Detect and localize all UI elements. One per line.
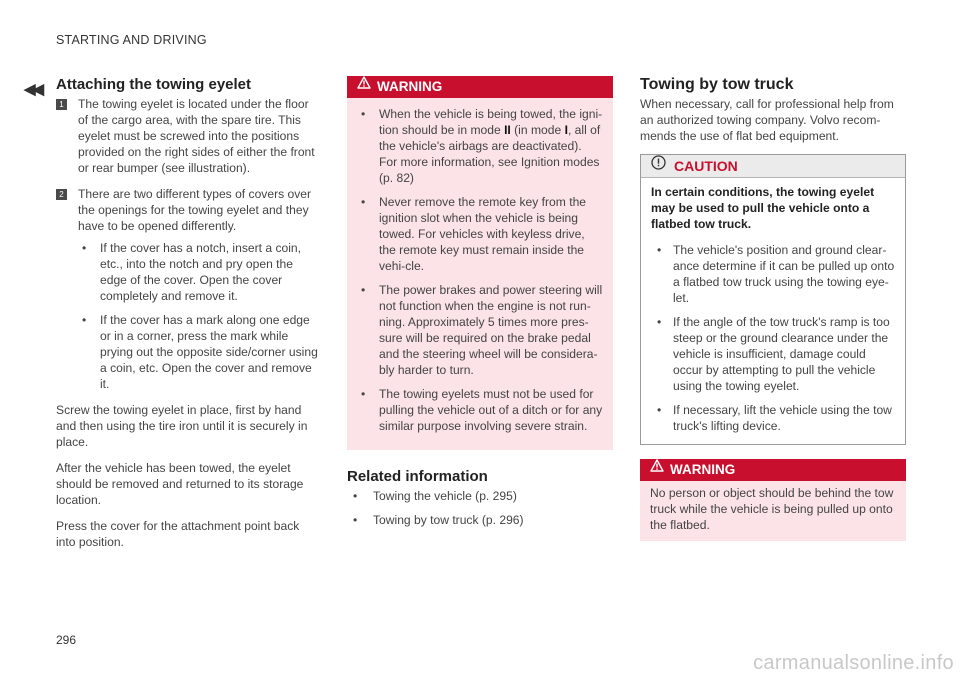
section-header: STARTING AND DRIVING bbox=[56, 33, 207, 47]
caution-intro: In certain conditions, the towing eyelet may be used to pull the vehicle onto a flatbed tow truck. bbox=[651, 185, 875, 231]
column-attaching-eyelet bbox=[56, 76, 320, 560]
related-link-towing-tow-truck[interactable]: • Towing by tow truck (p. 296) bbox=[353, 513, 524, 527]
bullet-icon: • bbox=[82, 313, 87, 327]
caution-title: CAUTION bbox=[674, 158, 738, 174]
warning-title: WARNING bbox=[670, 462, 736, 477]
caution-box bbox=[640, 154, 906, 445]
bullet-icon: • bbox=[353, 513, 358, 527]
list-item: • The power brakes and power steering will not function when the engine is not run-ning. Approximately 5 times more pres-sure will be required on the brake pedal and the steering wheel will be considera-bly harder to turn. bbox=[361, 283, 603, 377]
numbered-step-2 bbox=[56, 186, 320, 392]
bullet-icon: • bbox=[657, 315, 662, 329]
bullet-icon: • bbox=[361, 283, 366, 297]
step-number-badge: 1 bbox=[56, 99, 67, 110]
heading-towing-by-tow-truck: Towing by tow truck bbox=[640, 76, 794, 93]
watermark: carmanualsonline.info bbox=[753, 652, 954, 674]
warning-body bbox=[640, 481, 906, 541]
related-link-towing-vehicle[interactable]: • Towing the vehicle (p. 295) bbox=[353, 489, 517, 503]
warning-triangle-icon bbox=[650, 457, 664, 479]
list-item: • If necessary, lift the vehicle using the tow truck's lifting device. bbox=[657, 403, 892, 433]
page-number: 296 bbox=[56, 633, 77, 647]
related-information bbox=[347, 468, 613, 528]
bullet-icon: • bbox=[361, 195, 366, 209]
paragraph: Screw the towing eyelet in place, first by hand and then using the tire iron until it is securely in place. bbox=[56, 403, 308, 449]
caution-exclamation-icon bbox=[651, 154, 666, 176]
warning-header bbox=[640, 459, 906, 481]
warning-triangle-icon bbox=[357, 74, 371, 96]
list-item: • The vehicle's position and ground clear-ance determine if it can be pulled up onto a flatbed tow truck using the towing eye-let. bbox=[657, 243, 895, 305]
bullet-icon: • bbox=[361, 107, 366, 121]
list-item: • If the angle of the tow truck's ramp is too steep or the ground clearance under the vehicle is insufficient, damage could occur by attempting to pull the vehicle using the towing eyelet. bbox=[657, 315, 890, 393]
warning-text: No person or object should be behind the tow truck while the vehicle is being pulled up onto the flatbed. bbox=[650, 486, 894, 532]
warning-box-tow-truck bbox=[640, 459, 906, 541]
step-text: There are two different types of covers over the openings for the towing eyelet and they have to be opened differently. bbox=[78, 187, 312, 233]
column-warning-related bbox=[347, 76, 613, 536]
heading-attaching-towing-eyelet: Attaching the towing eyelet bbox=[56, 76, 252, 93]
list-item: • The towing eyelets must not be used for pulling the vehicle out of a ditch or for any similar purpose involving severe strain. bbox=[361, 387, 603, 433]
continued-arrows-icon: ◀◀ bbox=[24, 81, 42, 98]
warning-title: WARNING bbox=[377, 79, 443, 94]
bullet-icon: • bbox=[361, 387, 366, 401]
step-text: The towing eyelet is located under the floor of the cargo area, with the spare tire. This eyelet must be screwed into the positions provided on the right sides of either the front or rear bumper (see illustration). bbox=[78, 97, 315, 175]
warning-body bbox=[347, 98, 613, 450]
bullet-icon: • bbox=[657, 243, 662, 257]
list-item: • If the cover has a mark along one edge or in a corner, press the mark while prying out the opposite side/corner using a coin, etc. Open the cover and remove it. bbox=[82, 313, 318, 391]
caution-body bbox=[641, 178, 905, 444]
cover-type-list bbox=[78, 240, 320, 392]
numbered-step-1 bbox=[56, 96, 320, 176]
warning-header bbox=[347, 76, 613, 98]
bullet-icon: • bbox=[82, 241, 87, 255]
related-links-list bbox=[347, 488, 613, 528]
column-tow-truck bbox=[640, 76, 906, 559]
caution-header bbox=[641, 155, 905, 178]
bullet-icon: • bbox=[657, 403, 662, 417]
paragraph: Press the cover for the attachment point back into position. bbox=[56, 519, 300, 549]
step-number-badge: 2 bbox=[56, 189, 67, 200]
warning-list bbox=[357, 106, 603, 434]
list-item: • If the cover has a notch, insert a coin, etc., into the notch and pry open the edge of the cover. Open the cover completely and remove it. bbox=[82, 241, 301, 303]
paragraph: After the vehicle has been towed, the eyelet should be removed and returned to its storage location. bbox=[56, 461, 304, 507]
intro-paragraph: When necessary, call for professional help from an authorized towing company. Volvo recom-mends the use of flat bed equipment. bbox=[640, 97, 894, 143]
related-heading: Related information bbox=[347, 468, 488, 485]
warning-box bbox=[347, 76, 613, 450]
bullet-icon: • bbox=[353, 489, 358, 503]
caution-list bbox=[651, 242, 895, 434]
list-item: • When the vehicle is being towed, the igni-tion should be in mode II (in mode I, all of the vehicle's airbags are deactivated). For more information, see Ignition modes (p. 82) bbox=[361, 107, 603, 185]
list-item: • Never remove the remote key from the ignition slot when the vehicle is being towed. For vehicles with keyless drive, the remote key must remain inside the vehi-cle. bbox=[361, 195, 587, 273]
